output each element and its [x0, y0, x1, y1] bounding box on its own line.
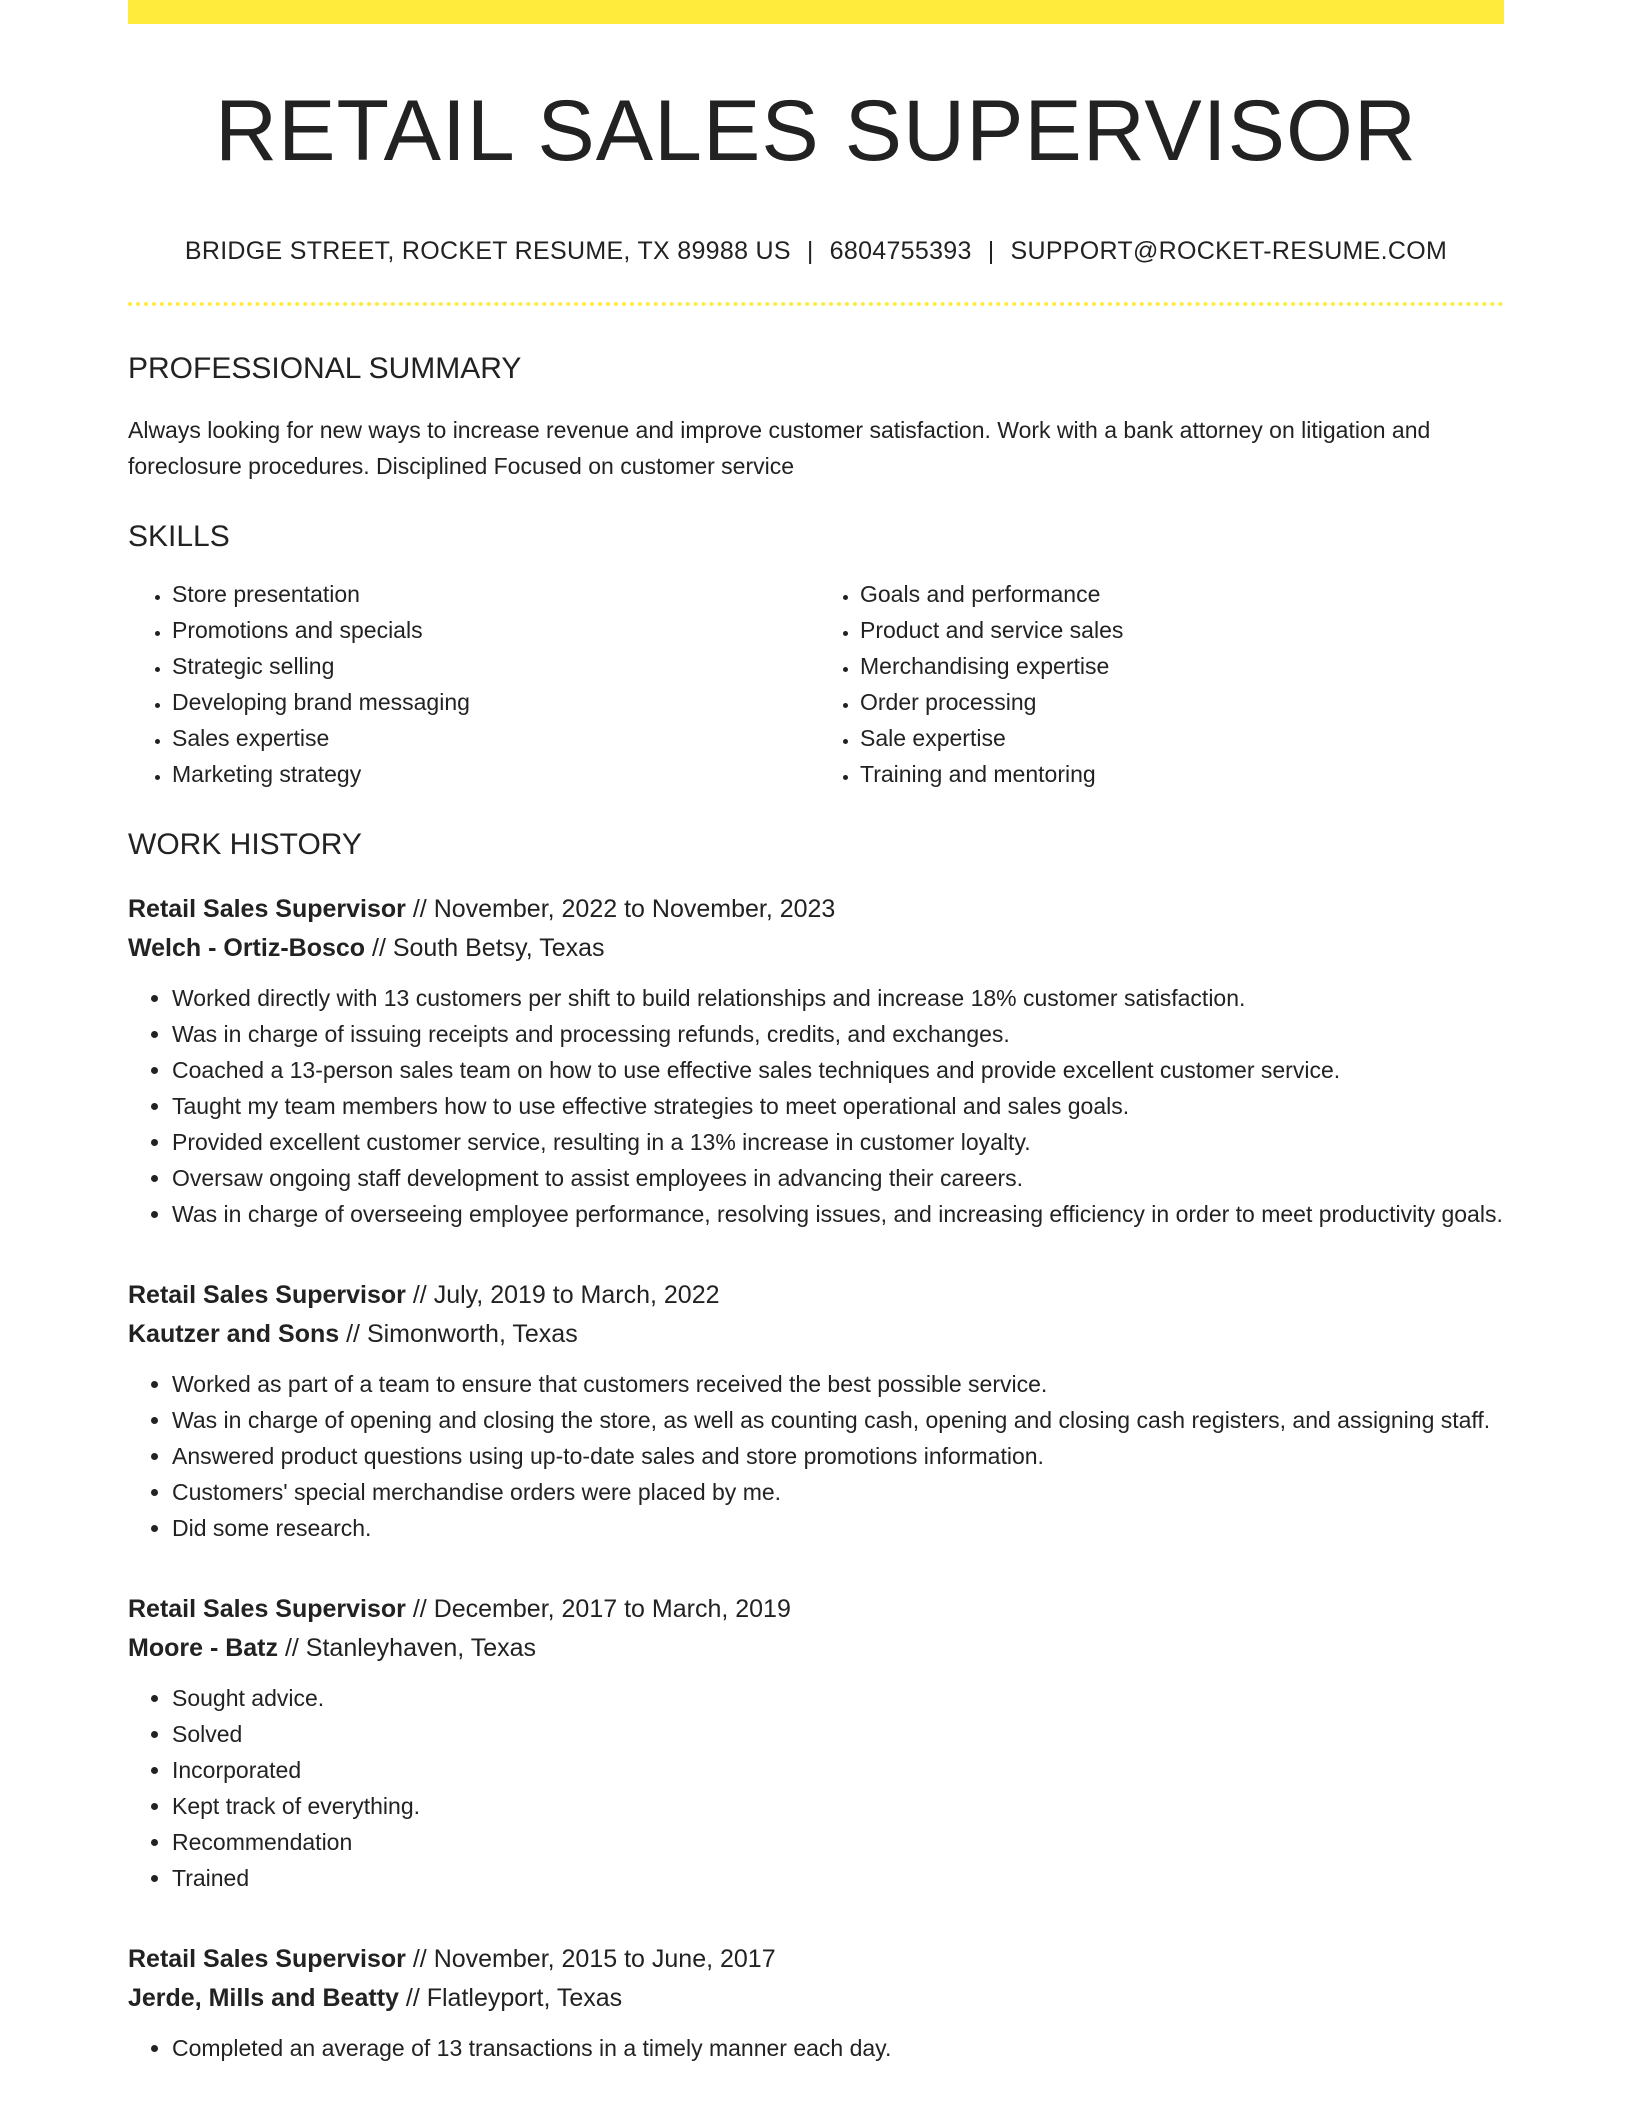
job-bullet: • Answered product questions using up-to-date sales and store promotions information. — [172, 1438, 1504, 1474]
job-location: // Simonworth, Texas — [346, 1319, 578, 1348]
job-company: Kautzer and Sons — [128, 1319, 340, 1348]
job-bullet: • Was in charge of issuing receipts and processing refunds, credits, and exchanges. — [172, 1016, 1504, 1052]
skills-column-right — [816, 576, 1504, 792]
job-location: // South Betsy, Texas — [372, 933, 605, 962]
job-bullet: • Solved — [172, 1716, 1504, 1752]
job-role-line — [128, 1590, 1504, 1629]
job-bullet: • Completed an average of 13 transactions in a timely manner each day. — [172, 2030, 1504, 2066]
job-bullets — [128, 980, 1504, 1232]
skills-heading: SKILLS — [128, 519, 230, 553]
job-location: // Stanleyhaven, Texas — [284, 1633, 537, 1662]
job-company: Jerde, Mills and Beatty — [128, 1983, 399, 2012]
job-bullet: • Worked directly with 13 customers per shift to build relationships and increase 18% customer satisfaction. — [172, 980, 1504, 1016]
job-bullets — [128, 2030, 1504, 2066]
job-dates: // November, 2022 to November, 2023 — [412, 894, 836, 923]
skill-item: • Sale expertise — [860, 720, 1504, 756]
summary-heading: PROFESSIONAL SUMMARY — [128, 351, 522, 385]
job-company-line — [128, 929, 1504, 968]
job-role: Retail Sales Supervisor — [128, 894, 406, 923]
job-bullet: • Taught my team members how to use effective strategies to meet operational and sales goals. — [172, 1088, 1504, 1124]
job-entry — [128, 1590, 1504, 1896]
job-entry — [128, 1940, 1504, 2066]
skill-item: • Strategic selling — [172, 648, 816, 684]
job-dates: // November, 2015 to June, 2017 — [412, 1944, 776, 1973]
job-bullet: • Trained — [172, 1860, 1504, 1896]
job-role: Retail Sales Supervisor — [128, 1280, 406, 1309]
job-bullets — [128, 1366, 1504, 1546]
contact-separator: | — [987, 236, 995, 265]
skills-list — [128, 576, 1504, 792]
job-bullet: • Kept track of everything. — [172, 1788, 1504, 1824]
job-entry — [128, 1276, 1504, 1546]
job-role: Retail Sales Supervisor — [128, 1944, 406, 1973]
skill-item: • Goals and performance — [860, 576, 1504, 612]
job-role-line — [128, 890, 1504, 929]
job-bullet: • Was in charge of overseeing employee performance, resolving issues, and increasing efficiency in order to meet productivity goals. — [172, 1196, 1504, 1232]
skill-item: • Store presentation — [172, 576, 816, 612]
skill-item: • Merchandising expertise — [860, 648, 1504, 684]
job-entry — [128, 890, 1504, 1232]
resume-page — [128, 0, 1504, 2066]
job-bullet: • Sought advice. — [172, 1680, 1504, 1716]
job-bullet: • Coached a 13-person sales team on how to use effective sales techniques and provide excellent customer service. — [172, 1052, 1504, 1088]
job-company-line — [128, 1315, 1504, 1354]
skill-item: • Order processing — [860, 684, 1504, 720]
job-role-line — [128, 1940, 1504, 1979]
skill-item: • Training and mentoring — [860, 756, 1504, 792]
work-history-heading: WORK HISTORY — [128, 827, 362, 861]
job-dates: // December, 2017 to March, 2019 — [412, 1594, 791, 1623]
job-company: Moore - Batz — [128, 1633, 278, 1662]
job-company-line — [128, 1629, 1504, 1668]
job-bullets — [128, 1680, 1504, 1896]
job-company-line — [128, 1979, 1504, 2018]
skill-item: • Promotions and specials — [172, 612, 816, 648]
contact-line — [128, 237, 1504, 266]
skill-item: • Sales expertise — [172, 720, 816, 756]
job-bullet: • Did some research. — [172, 1510, 1504, 1546]
job-role: Retail Sales Supervisor — [128, 1594, 406, 1623]
resume-title: RETAIL SALES SUPERVISOR — [215, 83, 1417, 179]
accent-bar — [128, 0, 1504, 24]
job-role-line — [128, 1276, 1504, 1315]
job-bullet: • Worked as part of a team to ensure that customers received the best possible service. — [172, 1366, 1504, 1402]
job-bullet: • Incorporated — [172, 1752, 1504, 1788]
job-location: // Flatleyport, Texas — [405, 1983, 623, 2012]
skill-item: • Marketing strategy — [172, 756, 816, 792]
job-bullet: • Was in charge of opening and closing the store, as well as counting cash, opening and closing cash registers, and assigning staff. — [172, 1402, 1504, 1438]
job-bullet: • Provided excellent customer service, resulting in a 13% increase in customer loyalty. — [172, 1124, 1504, 1160]
job-bullet: • Customers' special merchandise orders were placed by me. — [172, 1474, 1504, 1510]
job-bullet: • Recommendation — [172, 1824, 1504, 1860]
job-company: Welch - Ortiz-Bosco — [128, 933, 366, 962]
job-bullet: • Oversaw ongoing staff development to assist employees in advancing their careers. — [172, 1160, 1504, 1196]
contact-phone: 6804755393 — [829, 236, 972, 265]
skill-item: • Product and service sales — [860, 612, 1504, 648]
dotted-divider — [128, 302, 1504, 306]
summary-text: Always looking for new ways to increase revenue and improve customer satisfaction. Work with a bank attorney on litigation and foreclosure procedures. Disciplined Focused on customer service — [128, 416, 1431, 479]
contact-email[interactable]: SUPPORT@ROCKET-RESUME.COM — [1010, 236, 1448, 265]
job-dates: // July, 2019 to March, 2022 — [412, 1280, 720, 1309]
skill-item: • Developing brand messaging — [172, 684, 816, 720]
skills-column-left — [128, 576, 816, 792]
contact-address: BRIDGE STREET, ROCKET RESUME, TX 89988 US — [184, 236, 791, 265]
contact-separator: | — [806, 236, 814, 265]
